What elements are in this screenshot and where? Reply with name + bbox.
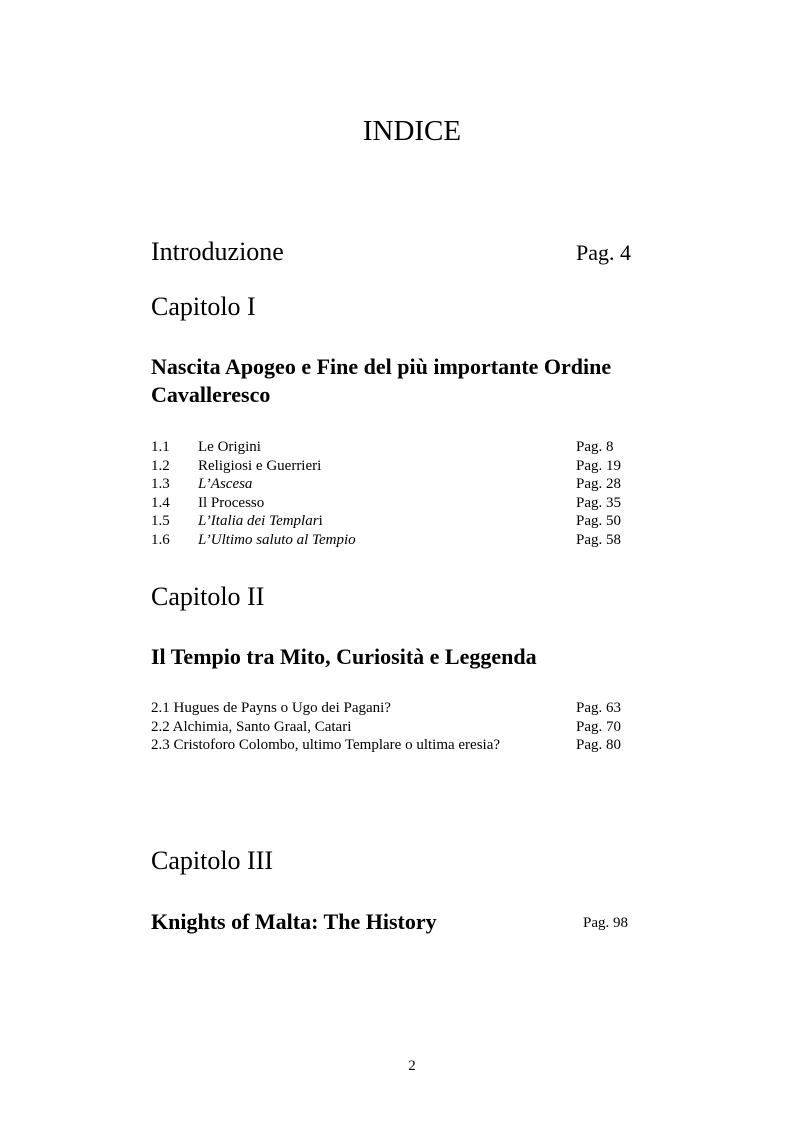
chapter1-heading[interactable]: Capitolo I bbox=[151, 292, 256, 321]
entry-label: 2.2 Alchimia, Santo Graal, Catari bbox=[151, 718, 352, 735]
intro-page: Pag. 4 bbox=[576, 240, 631, 265]
entry-label-italic: L’Italia dei Templar bbox=[198, 513, 319, 529]
toc-entry-2-2[interactable] bbox=[151, 718, 671, 737]
entry-page: Pag. 50 bbox=[576, 513, 621, 529]
entry-page: Pag. 70 bbox=[576, 718, 621, 735]
entry-number: 1.3 bbox=[151, 476, 170, 492]
entry-label: L’Ascesa bbox=[198, 476, 253, 492]
entry-label bbox=[198, 512, 323, 531]
chapter3-heading[interactable]: Capitolo III bbox=[151, 846, 274, 875]
chapter3-page: Pag. 98 bbox=[583, 915, 628, 931]
toc-entry-2-3[interactable] bbox=[151, 736, 671, 755]
chapter3-subtitle: Knights of Malta: The History bbox=[151, 909, 437, 934]
entry-number: 1.4 bbox=[151, 494, 170, 511]
entry-page: Pag. 8 bbox=[576, 439, 614, 455]
toc-entry-1-2[interactable] bbox=[151, 457, 671, 476]
entry-label-tail: i bbox=[318, 513, 323, 529]
toc-entry-1-6[interactable] bbox=[151, 531, 671, 550]
entry-label: 2.3 Cristoforo Colombo, ultimo Templare o ultima eresia? bbox=[151, 737, 501, 753]
entry-page: Pag. 63 bbox=[576, 700, 621, 716]
entry-page: Pag. 58 bbox=[576, 531, 621, 548]
intro-heading[interactable]: Introduzione bbox=[151, 237, 284, 266]
toc-entry-2-1[interactable] bbox=[151, 699, 671, 718]
entry-page: Pag. 19 bbox=[576, 457, 621, 474]
toc-entry-1-3[interactable] bbox=[151, 475, 671, 494]
entry-page: Pag. 35 bbox=[576, 494, 621, 511]
entry-page: Pag. 80 bbox=[576, 737, 621, 753]
entry-label: Il Processo bbox=[198, 494, 265, 511]
chapter2-heading[interactable]: Capitolo II bbox=[151, 582, 265, 611]
entry-label: 2.1 Hugues de Payns o Ugo dei Pagani? bbox=[151, 700, 391, 716]
entry-number: 1.2 bbox=[151, 457, 170, 474]
page-number: 2 bbox=[408, 1058, 416, 1074]
entry-number: 1.5 bbox=[151, 513, 170, 529]
entry-number: 1.6 bbox=[151, 531, 170, 548]
entry-label: Religiosi e Guerrieri bbox=[198, 457, 322, 474]
chapter1-subtitle-line2: Cavalleresco bbox=[151, 382, 271, 407]
toc-entry-1-1[interactable] bbox=[151, 438, 671, 457]
entry-number: 1.1 bbox=[151, 439, 170, 455]
entry-label: L’Ultimo saluto al Tempio bbox=[198, 531, 356, 548]
chapter2-subtitle: Il Tempio tra Mito, Curiosità e Leggenda bbox=[151, 644, 537, 669]
toc-entry-1-5[interactable] bbox=[151, 512, 671, 531]
toc-entry-1-4[interactable] bbox=[151, 494, 671, 513]
page-title: INDICE bbox=[362, 115, 462, 147]
chapter1-subtitle-line1: Nascita Apogeo e Fine del più importante Ordine bbox=[151, 354, 612, 379]
entry-page: Pag. 28 bbox=[576, 476, 621, 492]
entry-label: Le Origini bbox=[198, 439, 261, 455]
